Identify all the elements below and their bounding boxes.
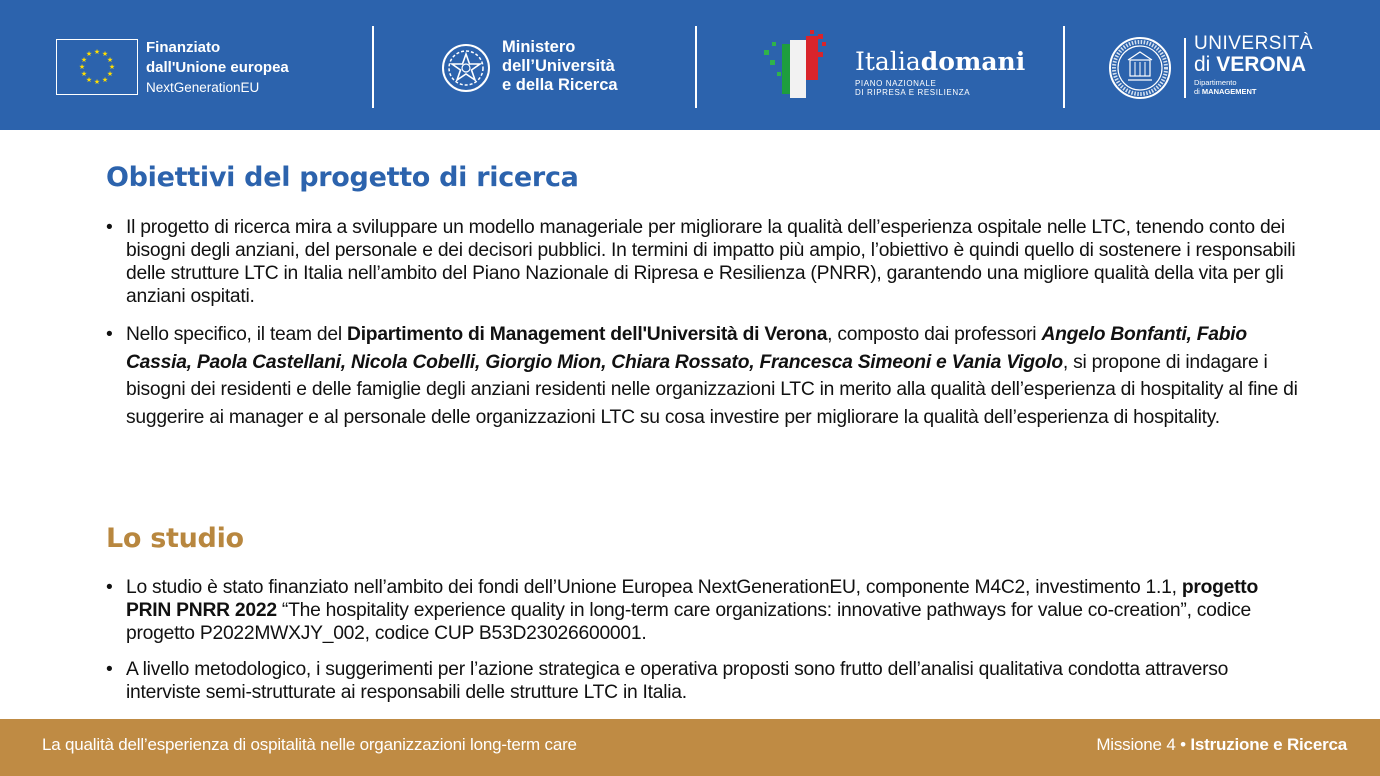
univr-line-4 xyxy=(1194,87,1313,96)
bullet-icon: • xyxy=(106,577,113,598)
eu-funding-label xyxy=(146,38,289,98)
study-bullet-1-part2: “The hospitality experience quality in long-term care organizations: innovative pathways for value co-creation”, codice progetto P2022MWXJY_002, codice CUP B53D23026600001. xyxy=(126,600,1252,644)
bullet-icon: • xyxy=(106,659,113,680)
svg-text:★: ★ xyxy=(80,56,88,64)
italiadomani-subtitle xyxy=(855,79,970,97)
univr-line-2-regular: di xyxy=(1194,53,1217,76)
study-list xyxy=(106,576,1301,704)
univr-line-2 xyxy=(1194,54,1313,76)
univr-line-3: Dipartimento xyxy=(1194,78,1237,87)
ministry-line-3: e della Ricerca xyxy=(502,76,618,94)
svg-text:★: ★ xyxy=(85,50,93,58)
header-divider xyxy=(695,26,697,108)
list-item xyxy=(106,321,1301,431)
bullet-icon: • xyxy=(106,324,113,345)
list-item xyxy=(106,658,1301,704)
header-divider xyxy=(372,26,374,108)
svg-text:★: ★ xyxy=(80,70,88,78)
header-banner xyxy=(0,0,1380,130)
footer-bar xyxy=(0,719,1380,776)
section-title-study: Lo studio xyxy=(106,523,244,554)
svg-text:★: ★ xyxy=(106,56,114,64)
objectives-list xyxy=(106,216,1301,431)
svg-text:★: ★ xyxy=(78,63,86,71)
eu-line-1: Finanziato xyxy=(146,39,221,56)
header-divider xyxy=(1063,26,1065,108)
list-item xyxy=(106,216,1301,308)
objectives-bullet-1-text: Il progetto di ricerca mira a sviluppare un modello manageriale per migliorare la qualità dell’esperienza ospitale nelle LTC, tenendo conto dei bisogni degli anziani, del personale e dei decisori pubblici. In termini di impatto più ampio, l’obiettivo è quindi quello di sostenere i responsabili delle strutture LTC in Italia nell’ambito del Piano Nazionale di Ripresa e Resilienza (PNRR), garantendo una migliore qualità della vita per gli anziani ospitati. xyxy=(126,217,1296,307)
univr-logo-bar xyxy=(1184,38,1186,98)
footer-mission xyxy=(1096,735,1347,755)
footer-mission-bold: Istruzione e Ricerca xyxy=(1190,735,1347,754)
objectives-bullet-2-part1: Nello specifico, il team del xyxy=(126,324,348,345)
italiadomani-sub-1: PIANO NAZIONALE xyxy=(855,79,937,88)
svg-text:★: ★ xyxy=(101,50,109,58)
univr-line-2-bold: VERONA xyxy=(1216,53,1307,76)
department-name: Dipartimento di Management dell'Università di Verona xyxy=(347,324,828,345)
italiadomani-logo-text xyxy=(855,47,1025,77)
footer-mission-regular: Missione 4 • xyxy=(1096,735,1191,754)
svg-text:★: ★ xyxy=(106,70,114,78)
list-item xyxy=(106,576,1301,645)
section-title-objectives: Obiettivi del progetto di ricerca xyxy=(106,162,579,193)
univr-line-4-bold: MANAGEMENT xyxy=(1201,87,1257,96)
eu-line-2: dall'Unione europea xyxy=(146,59,289,76)
italiadomani-bold: domani xyxy=(920,47,1026,76)
prin-project-name: progetto PRIN PNRR 2022 xyxy=(126,577,1259,621)
italiadomani-sub-2: DI RIPRESA E RESILIENZA xyxy=(855,88,971,97)
footer-title: La qualità dell’esperienza di ospitalità nelle organizzazioni long-term care xyxy=(42,735,577,754)
univr-line-1: UNIVERSITÀ xyxy=(1194,33,1314,54)
ministry-line-1: Ministero xyxy=(502,38,576,56)
univr-logo-text xyxy=(1194,34,1313,96)
svg-text:★: ★ xyxy=(101,76,109,84)
objectives-bullet-2-part2: , composto dai professori xyxy=(827,324,1042,345)
italiadomani-regular: Italia xyxy=(855,47,921,76)
svg-text:★: ★ xyxy=(108,63,116,71)
italian-republic-emblem-icon xyxy=(440,40,492,96)
svg-text:★: ★ xyxy=(93,78,101,86)
univr-line-4-regular: di xyxy=(1194,87,1202,96)
svg-text:★: ★ xyxy=(85,76,93,84)
bullet-icon: • xyxy=(106,217,113,238)
italiadomani-flag-icon xyxy=(760,28,850,100)
ministry-label xyxy=(502,38,618,95)
ministry-line-2: dell’Università xyxy=(502,57,615,75)
objectives-bullet-2-part3: , si propone di indagare i bisogni dei residenti e delle famiglie degli anziani residenti nelle organizzazioni LTC in merito alla qualità dell’esperienza di hospitality al fine di suggerire ai manager e al personale delle organizzazioni LTC su cosa investire per migliorare la qualità dell’esperienza di hospitality. xyxy=(126,351,1298,428)
university-seal-icon xyxy=(1108,36,1172,100)
study-bullet-1-part1: Lo studio è stato finanziato nell’ambito dei fondi dell’Unione Europea NextGenerationEU, componente M4C2, investimento 1.1, xyxy=(126,577,1182,598)
eu-line-3: NextGenerationEU xyxy=(146,80,260,95)
professors-names: Angelo Bonfanti, Fabio Cassia, Paola Castellani, Nicola Cobelli, Giorgio Mion, Chiara Rossato, Francesca Simeoni e Vania Vigolo xyxy=(126,324,1247,373)
eu-flag-icon xyxy=(56,39,138,95)
svg-text:★: ★ xyxy=(93,48,101,56)
study-bullet-2-text: A livello metodologico, i suggerimenti per l’azione strategica e operativa proposti sono frutto dell’analisi qualitativa condotta attraverso interviste semi-strutturate ai responsabili delle strutture LTC in Italia. xyxy=(126,659,1229,703)
